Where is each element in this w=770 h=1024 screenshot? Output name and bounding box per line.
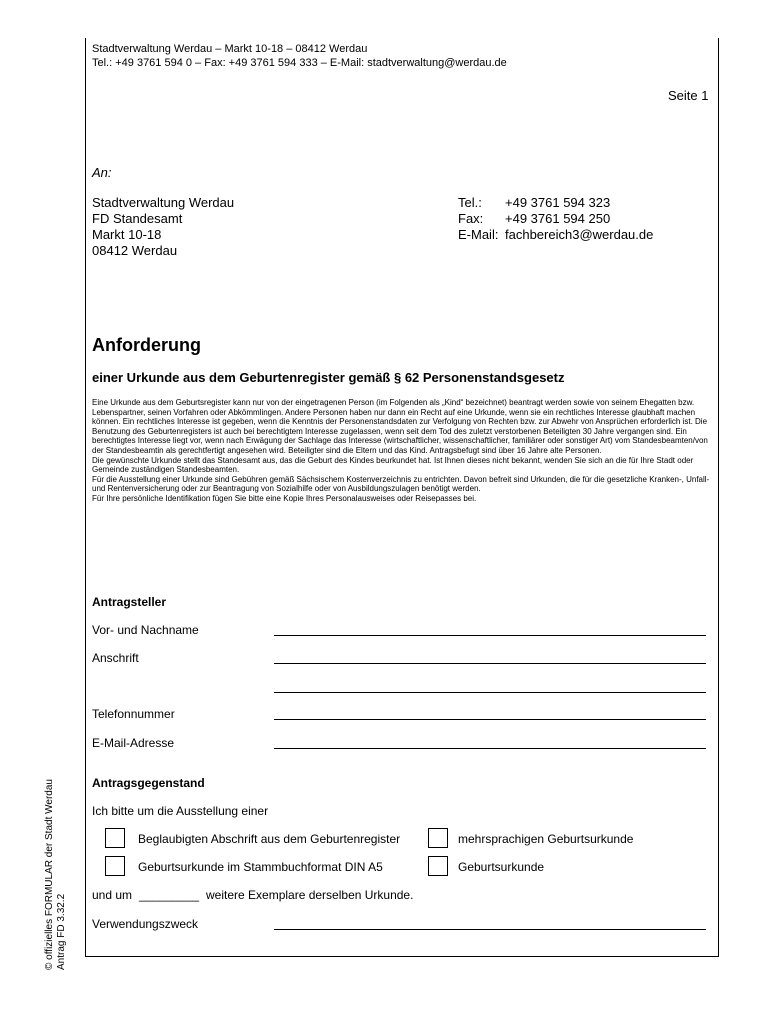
contact-label-fax: Fax: bbox=[458, 211, 484, 226]
address-line: Markt 10-18 bbox=[92, 227, 162, 242]
applicant-heading: Antragsteller bbox=[92, 595, 167, 609]
option-family-book: Geburtsurkunde im Stammbuchformat DIN A5 bbox=[138, 860, 383, 874]
subject-heading: Antragsgegenstand bbox=[92, 776, 205, 790]
subject-intro: Ich bitte um die Ausstellung einer bbox=[92, 804, 269, 818]
option-certified-copy: Beglaubigten Abschrift aus dem Geburtenregister bbox=[138, 832, 401, 846]
intro-paragraph: Für die Ausstellung einer Urkunde sind Gebühren gemäß Sächsischem Kostenverzeichnis zu entrichten. Davon befreit sind Urkunden, die für die gesetzliche Kranken-, Unfall- und Rentenversicherung oder zur Beantragung von Sozialhilfe oder von Ausbildungszulagen benötigt werden. bbox=[92, 474, 710, 494]
contact-label-email: E-Mail: bbox=[458, 227, 499, 242]
copies-suffix: weitere Exemplare derselben Urkunde. bbox=[206, 888, 414, 902]
side-note bbox=[44, 720, 68, 970]
checkbox-multilingual[interactable] bbox=[428, 828, 448, 848]
phone-label: Telefonnummer bbox=[92, 707, 175, 721]
email-field[interactable] bbox=[274, 748, 706, 749]
intro-paragraph: Die gewünschte Urkunde stellt das Standesamt aus, das die Geburt des Kindes beurkundet hat. Ist Ihnen dieses nicht bekannt, wenden Sie sich an die für Ihre Stadt oder Gemeinde zuständigen Standesbeamten. bbox=[92, 455, 694, 475]
side-note-line-2: Antrag FD 3.32.2 bbox=[56, 893, 67, 970]
name-label: Vor- und Nachname bbox=[92, 623, 199, 637]
contact-value-fax: +49 3761 594 250 bbox=[505, 211, 611, 226]
page-title: Anforderung bbox=[92, 335, 201, 355]
page-number: Seite 1 bbox=[668, 88, 709, 103]
address-label: Anschrift bbox=[92, 651, 139, 665]
address-field-line-2[interactable] bbox=[274, 692, 706, 693]
phone-field[interactable] bbox=[274, 719, 706, 720]
header-line-1: Stadtverwaltung Werdau – Markt 10-18 – 08412 Werdau bbox=[92, 43, 368, 55]
header-line-2: Tel.: +49 3761 594 0 – Fax: +49 3761 594 333 – E-Mail: stadtverwaltung@werdau.de bbox=[92, 57, 507, 69]
purpose-label: Verwendungszweck bbox=[92, 917, 199, 931]
contact-value-phone: +49 3761 594 323 bbox=[505, 195, 611, 210]
checkbox-family-book[interactable] bbox=[105, 856, 125, 876]
address-line: Stadtverwaltung Werdau bbox=[92, 195, 235, 210]
copies-field[interactable]: _________ bbox=[139, 888, 200, 902]
email-label: E-Mail-Adresse bbox=[92, 736, 175, 750]
address-line: 08412 Werdau bbox=[92, 243, 178, 258]
address-line: FD Standesamt bbox=[92, 211, 183, 226]
checkbox-birth-certificate[interactable] bbox=[428, 856, 448, 876]
contact-label-phone: Tel.: bbox=[458, 195, 482, 210]
option-multilingual: mehrsprachigen Geburtsurkunde bbox=[458, 832, 634, 846]
name-field[interactable] bbox=[274, 635, 706, 636]
contact-value-email: fachbereich3@werdau.de bbox=[505, 227, 654, 242]
checkbox-certified-copy[interactable] bbox=[105, 828, 125, 848]
address-field-line-1[interactable] bbox=[274, 663, 706, 664]
purpose-field[interactable] bbox=[274, 929, 706, 930]
side-note-line-1: © offizielles FORMULAR der Stadt Werdau bbox=[44, 779, 55, 970]
intro-paragraph: Für Ihre persönliche Identifikation fügen Sie bitte eine Kopie Ihres Personalausweises oder Reisepasses bei. bbox=[92, 493, 477, 503]
to-label: An: bbox=[92, 165, 112, 180]
option-birth-certificate: Geburtsurkunde bbox=[458, 860, 545, 874]
copies-prefix: und um bbox=[92, 888, 133, 902]
intro-text bbox=[92, 398, 714, 504]
page-subtitle: einer Urkunde aus dem Geburtenregister gemäß § 62 Personenstandsgesetz bbox=[92, 370, 565, 385]
intro-paragraph: Eine Urkunde aus dem Geburtsregister kann nur von der eingetragenen Person (im Folgenden als „Kind“ bezeichnet) beantragt werden sowie von seinem Ehegatten bzw. Lebenspartner, seinen Vorfahren oder Abkömmlingen. Andere Personen haben nur dann ein Recht auf eine Urkunde, wenn sie ein rechtliches Interesse glaubhaft machen können. Ein rechtliches Interesse ist gegeben, wenn die Kenntnis der Personenstandsdaten zur Verfolgung von Rechten bzw. zur Abwehr von Ansprüchen erforderlich ist. Die Benutzung des Geburtenregisters ist auch bei berechtigtem Interesse zugelassen, wenn seit dem Tod des zuletzt verstorbenen Beteiligten 30 Jahre vergangen sind. Ein berechtigtes Interesse liegt vor, wenn nach Erwägung der Sachlage das Interesse (wirtschaftlicher, wissenschaftlicher, familiärer oder sonstiger Art) vom Standesbeamten/von der Standesbeamtin als gerechtfertigt angesehen wird. Beteiligter sind die Eltern und das Kind. Antragsbefugt sind über 16 Jahre alte Personen. bbox=[92, 398, 708, 455]
